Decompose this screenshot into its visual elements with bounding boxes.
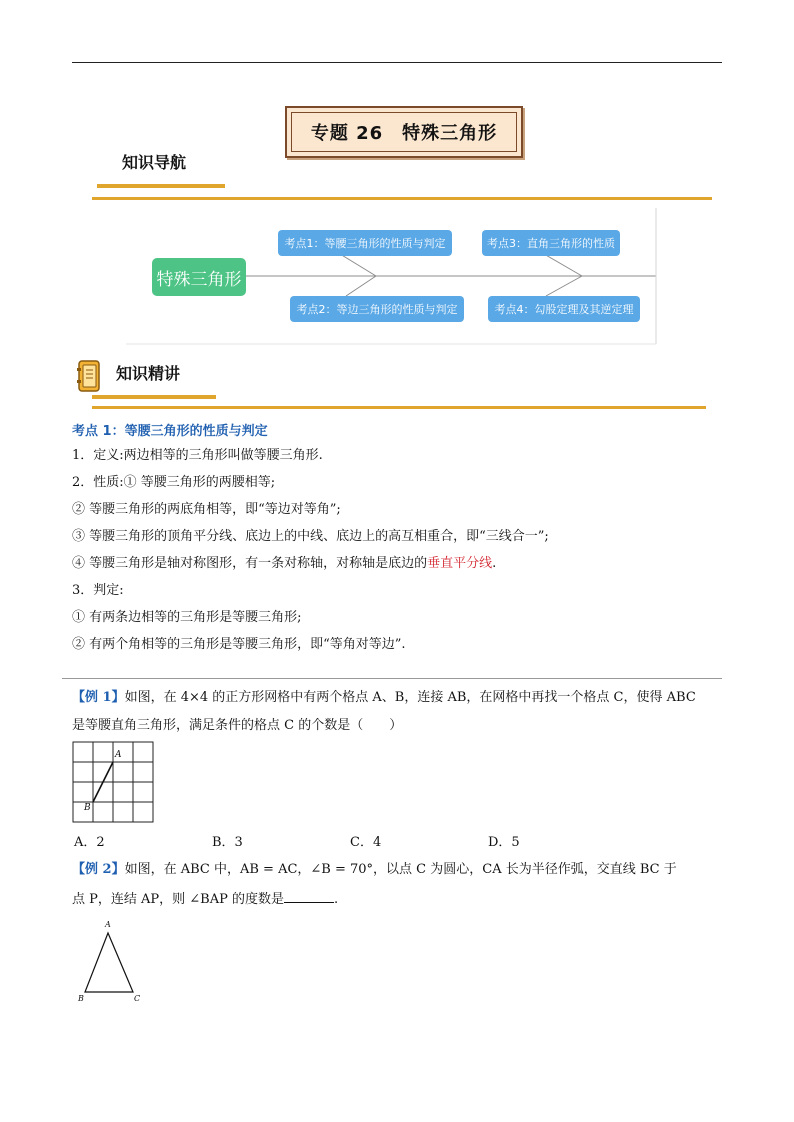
nav-section-rule	[92, 197, 712, 200]
mindmap-node-1: 考点1：等腰三角形的性质与判定	[278, 230, 452, 256]
grid-label-a: A	[115, 750, 122, 760]
nav-section-title: 知识导航	[122, 153, 187, 172]
example1-grid-figure	[72, 741, 158, 831]
example2-text-2: 点 P，连结 AP，则 ∠BAP 的度数是	[72, 892, 284, 907]
mindmap-node-3: 考点3：直角三角形的性质	[482, 230, 620, 256]
example1-option-c: C．4	[350, 835, 382, 850]
page-title: 专题 26 特殊三角形	[310, 123, 498, 144]
kaodian1-line-5-text: ④ 等腰三角形是轴对称图形，有一条对称轴，对称轴是底边的	[72, 556, 428, 571]
triangle-label-c: C	[134, 994, 141, 1003]
example2-label: 【例 2】	[72, 862, 125, 877]
kaodian1-heading: 考点 1：等腰三角形的性质与判定	[72, 424, 268, 439]
triangle-label-b: B	[78, 994, 84, 1003]
mindmap-node-2: 考点2：等边三角形的性质与判定	[290, 296, 464, 322]
triangle-label-a: A	[105, 920, 111, 929]
example1-line-2: 是等腰直角三角形，满足条件的格点 C 的个数是（ ）	[72, 718, 403, 733]
example2-text-1: 如图，在 ABC 中，AB = AC，∠B = 70°，以点 C 为圆心，CA 长为半径作弧，交直线 BC 于	[124, 862, 677, 877]
example1-label: 【例 1】	[72, 690, 125, 705]
mindmap-node-4: 考点4：勾股定理及其逆定理	[488, 296, 640, 322]
example1-option-a: A．2	[74, 835, 105, 850]
kaodian1-line-2: 2．性质:① 等腰三角形的两腰相等;	[72, 475, 276, 490]
header-rule	[72, 62, 722, 63]
mindmap	[126, 208, 660, 346]
kaodian1-line-5	[72, 554, 496, 574]
notebook-icon	[77, 360, 101, 396]
example2-text-end: .	[334, 892, 339, 907]
lecture-section-title: 知识精讲	[116, 364, 181, 383]
kaodian1-line-6: 3．判定:	[72, 583, 124, 598]
page-title-box	[285, 106, 523, 158]
nav-title-underline	[97, 184, 225, 188]
kaodian1-line-7: ① 有两条边相等的三角形是等腰三角形;	[72, 610, 302, 625]
section-separator	[62, 678, 722, 679]
lecture-title-underline	[92, 395, 216, 399]
example1-text-1: 如图，在 4×4 的正方形网格中有两个格点 A、B，连接 AB，在网格中再找一个格点 C，使得 ABC	[124, 690, 696, 705]
example2-line-1	[72, 860, 677, 880]
example2-triangle-figure	[76, 920, 148, 1006]
example1-line-1	[72, 688, 696, 708]
kaodian1-line-4: ③ 等腰三角形的顶角平分线、底边上的中线、底边上的高互相重合，即“三线合一”;	[72, 529, 549, 544]
example2-line-2	[72, 888, 338, 910]
highlight-text: 垂直平分线	[427, 556, 493, 571]
kaodian1-line-3: ② 等腰三角形的两底角相等，即“等边对等角”;	[72, 502, 341, 517]
lecture-section-rule	[92, 406, 706, 409]
kaodian1-line-8: ② 有两个角相等的三角形是等腰三角形，即“等角对等边”.	[72, 637, 406, 652]
answer-blank	[284, 888, 334, 903]
example1-option-d: D．5	[488, 835, 520, 850]
highlight-end: .	[492, 556, 497, 571]
kaodian1-line-1: 1．定义:两边相等的三角形叫做等腰三角形.	[72, 448, 323, 463]
grid-label-b: B	[84, 803, 91, 813]
example1-option-b: B．3	[212, 835, 243, 850]
mindmap-root: 特殊三角形	[152, 258, 246, 296]
